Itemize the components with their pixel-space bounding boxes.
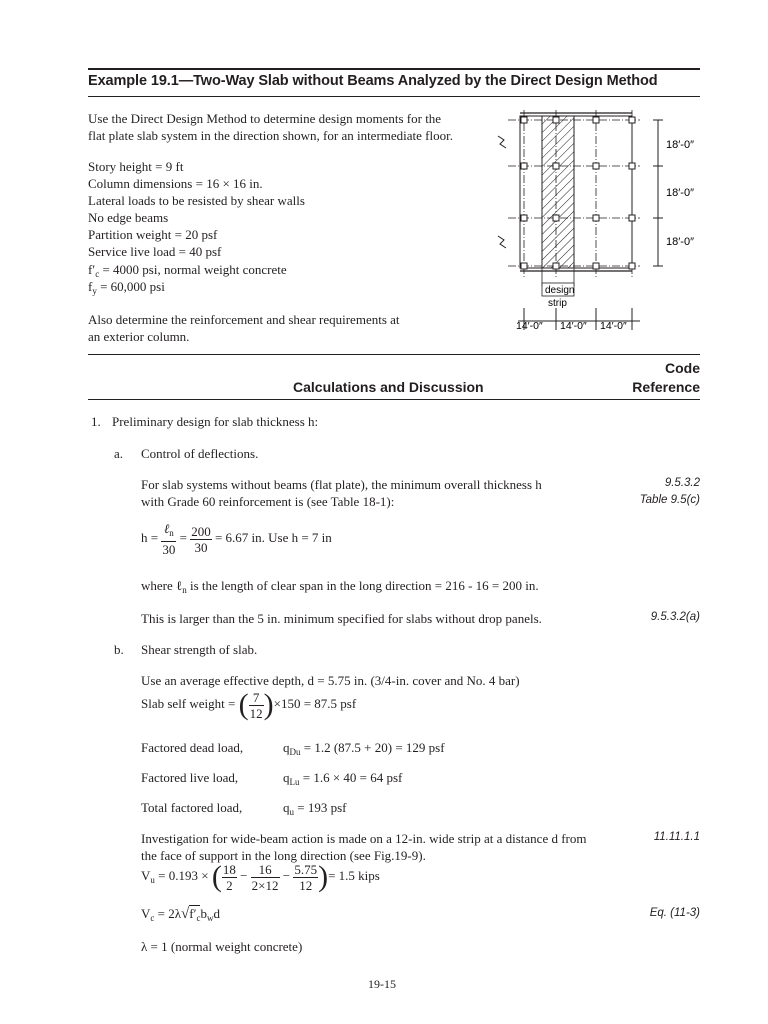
investigation-line2: the face of support in the long direction (see Fig.19-9). [141, 848, 426, 863]
design-label: design [545, 285, 575, 296]
eq-30b: 30 [194, 539, 208, 555]
bottom-span-2: 14′-0″ [560, 320, 587, 332]
factored-live-value [283, 769, 402, 791]
column-grid [521, 117, 635, 269]
sw-result: ×150 = 87.5 psf [273, 695, 357, 711]
step-b-letter: b. [114, 642, 124, 657]
factored-live-label: Factored live load, [141, 770, 239, 785]
qdu-symbol: q [283, 740, 290, 755]
total-factored-label: Total factored load, [141, 800, 243, 815]
eq-h: h = [141, 529, 159, 545]
vc-sub: c [150, 913, 155, 923]
where-post: is the length of clear span in the long direction = 216 - 16 = 200 in. [186, 578, 539, 593]
sw-label: Slab self weight = [141, 695, 236, 711]
calc-header: Calculations and Discussion [293, 379, 484, 395]
slab-outline [520, 116, 632, 268]
eq-frac-200-30 [190, 524, 212, 555]
step-a-text: Control of deflections. [141, 446, 259, 461]
qlu-symbol: q [283, 770, 290, 785]
qu-sub: u [289, 807, 294, 817]
also-line-2: an exterior column. [88, 329, 190, 344]
step-1-number: 1. [91, 414, 101, 429]
bottom-span-1: 14′-0″ [516, 320, 543, 332]
page-number: 19-15 [368, 977, 396, 991]
thickness-equation [141, 521, 332, 557]
vu-minus-2: − [282, 867, 291, 883]
code-header: Code [665, 360, 700, 376]
vc-d: d [213, 906, 220, 921]
title-underline [88, 96, 700, 97]
sw-frac [249, 690, 264, 721]
vc-fc-sub: c [196, 913, 201, 923]
step-1-text: Preliminary design for slab thickness h: [112, 414, 319, 429]
section-rule-top [88, 354, 700, 355]
where-pre: where ℓ [141, 578, 183, 593]
step-a-p1-line1: For slab systems without beams (flat plate), the minimum overall thickness h [141, 477, 542, 492]
given-fy [88, 278, 165, 300]
top-rule [88, 68, 700, 70]
reference-header: Reference [632, 379, 700, 395]
example-title: Example 19.1—Two-Way Slab without Beams Analyzed by the Direct Design Method [88, 73, 658, 89]
vc-radicand [189, 905, 200, 921]
fc-value: = 4000 psi, normal weight concrete [99, 262, 287, 277]
vu-n2: 16 [251, 862, 280, 878]
qdu-sub: Du [289, 747, 301, 757]
vc-fc: f′ [189, 906, 197, 921]
vu-d3: 12 [299, 877, 313, 893]
also-line-1: Also determine the reinforcement and shear requirements at [88, 312, 400, 327]
given-edge-beams: No edge beams [88, 210, 169, 225]
vu-frac-1 [222, 862, 237, 893]
vu-symbol: V [141, 867, 151, 883]
fc-symbol: f′ [88, 262, 96, 277]
intro-line-2: flat plate slab system in the direction shown, for an intermediate floor. [88, 128, 453, 143]
vu-sub: u [150, 874, 155, 885]
span-label-1: 18′-0″ [666, 139, 694, 151]
strip-label: strip [548, 298, 567, 309]
step-b-text: Shear strength of slab. [141, 642, 258, 657]
vc-bw-sub: w [206, 913, 214, 923]
eq-equals: = [179, 529, 187, 545]
sw-num: 7 [249, 690, 264, 706]
intro-line-1: Use the Direct Design Method to determine design moments for the [88, 111, 442, 126]
investigation-line1: Investigation for wide-beam action is made on a 12-in. wide strip at a distance d from [141, 831, 587, 846]
eq-200: 200 [191, 523, 211, 539]
larger-text: This is larger than the 5 in. minimum specified for slabs without drop panels. [141, 611, 542, 626]
code-ref-11-11-1-1: 11.11.1.1 [653, 831, 700, 843]
qlu-sub: Lu [289, 777, 300, 787]
qlu-value: = 1.6 × 40 = 64 psf [299, 770, 403, 785]
code-ref-9-5-3-2a: 9.5.3.2(a) [650, 611, 700, 623]
slab-plan-diagram [490, 108, 700, 340]
step-a-p1-line2: with Grade 60 reinforcement is (see Table 18-1): [141, 494, 395, 509]
step-a-letter: a. [114, 446, 124, 461]
lambda-text: λ = 1 (normal weight concrete) [141, 939, 303, 954]
given-column-dimensions: Column dimensions = 16 × 16 in. [88, 176, 263, 191]
given-lateral-loads: Lateral loads to be resisted by shear walls [88, 193, 305, 208]
qu-symbol: q [283, 800, 290, 815]
total-factored-value [283, 799, 346, 821]
given-story-height: Story height = 9 ft [88, 159, 184, 174]
fy-symbol: f [88, 279, 93, 294]
vc-pre: = 2λ [154, 906, 182, 921]
vc-equation [141, 905, 220, 927]
given-partition-weight: Partition weight = 20 psf [88, 227, 218, 242]
eq-result: = 6.67 in. Use h = 7 in [214, 529, 332, 545]
eq-ln: ℓ [163, 521, 170, 536]
code-ref-9-5-3-2: 9.5.3.2 [664, 477, 700, 489]
sw-den: 12 [249, 705, 263, 721]
code-ref-table-9-5c: Table 9.5(c) [639, 494, 700, 506]
fy-value: = 60,000 psi [96, 279, 165, 294]
given-service-live-load: Service live load = 40 psf [88, 244, 222, 259]
eq-ln-sub: n [169, 528, 174, 538]
eq-frac-ln-30 [161, 521, 176, 557]
fy-sub: y [92, 286, 97, 296]
factored-dead-value [283, 739, 445, 761]
section-rule-bottom [88, 399, 700, 400]
vu-n1: 18 [222, 861, 236, 877]
fc-sub: c [95, 269, 100, 279]
bottom-span-3: 14′-0″ [600, 320, 627, 332]
vc-symbol: V [141, 906, 151, 921]
where-sub: n [182, 585, 187, 595]
eq-30: 30 [162, 542, 176, 557]
vu-pre: = 0.193 × [154, 867, 209, 883]
vu-d2: 2×12 [251, 877, 279, 893]
vu-d1: 2 [226, 877, 233, 893]
vu-equation: $V_u = 0.193$ × ( $\frac{18}{2}$ − $\frac{16}{2\times 12}$ − $\frac{5.75}{12}$ )= 1.5 kips [141, 860, 380, 893]
vu-n3: 5.75 [294, 861, 318, 877]
clear-span-text [141, 577, 539, 599]
qu-value: = 193 psf [294, 800, 347, 815]
vu-frac-3 [293, 862, 318, 893]
span-label-2: 18′-0″ [666, 187, 694, 199]
factored-dead-label: Factored dead load, [141, 740, 244, 755]
qdu-value: = 1.2 (87.5 + 20) = 129 psf [300, 740, 445, 755]
vu-frac-2 [251, 862, 280, 893]
span-label-3: 18′-0″ [666, 236, 694, 248]
vu-minus-1: − [240, 867, 248, 883]
vu-result: = 1.5 kips [328, 867, 380, 883]
sqrt-icon: √ [181, 906, 190, 922]
self-weight-equation: Slab self weight = ( $\frac{7}{12}$ )×150 = 87.5 psf [141, 688, 357, 721]
code-ref-eq-11-3: Eq. (11-3) [649, 907, 700, 919]
vc-b: b [200, 906, 207, 921]
avg-depth-text: Use an average effective depth, d = 5.75 in. (3/4-in. cover and No. 4 bar) [141, 673, 520, 688]
design-strip-hatch [542, 116, 574, 268]
